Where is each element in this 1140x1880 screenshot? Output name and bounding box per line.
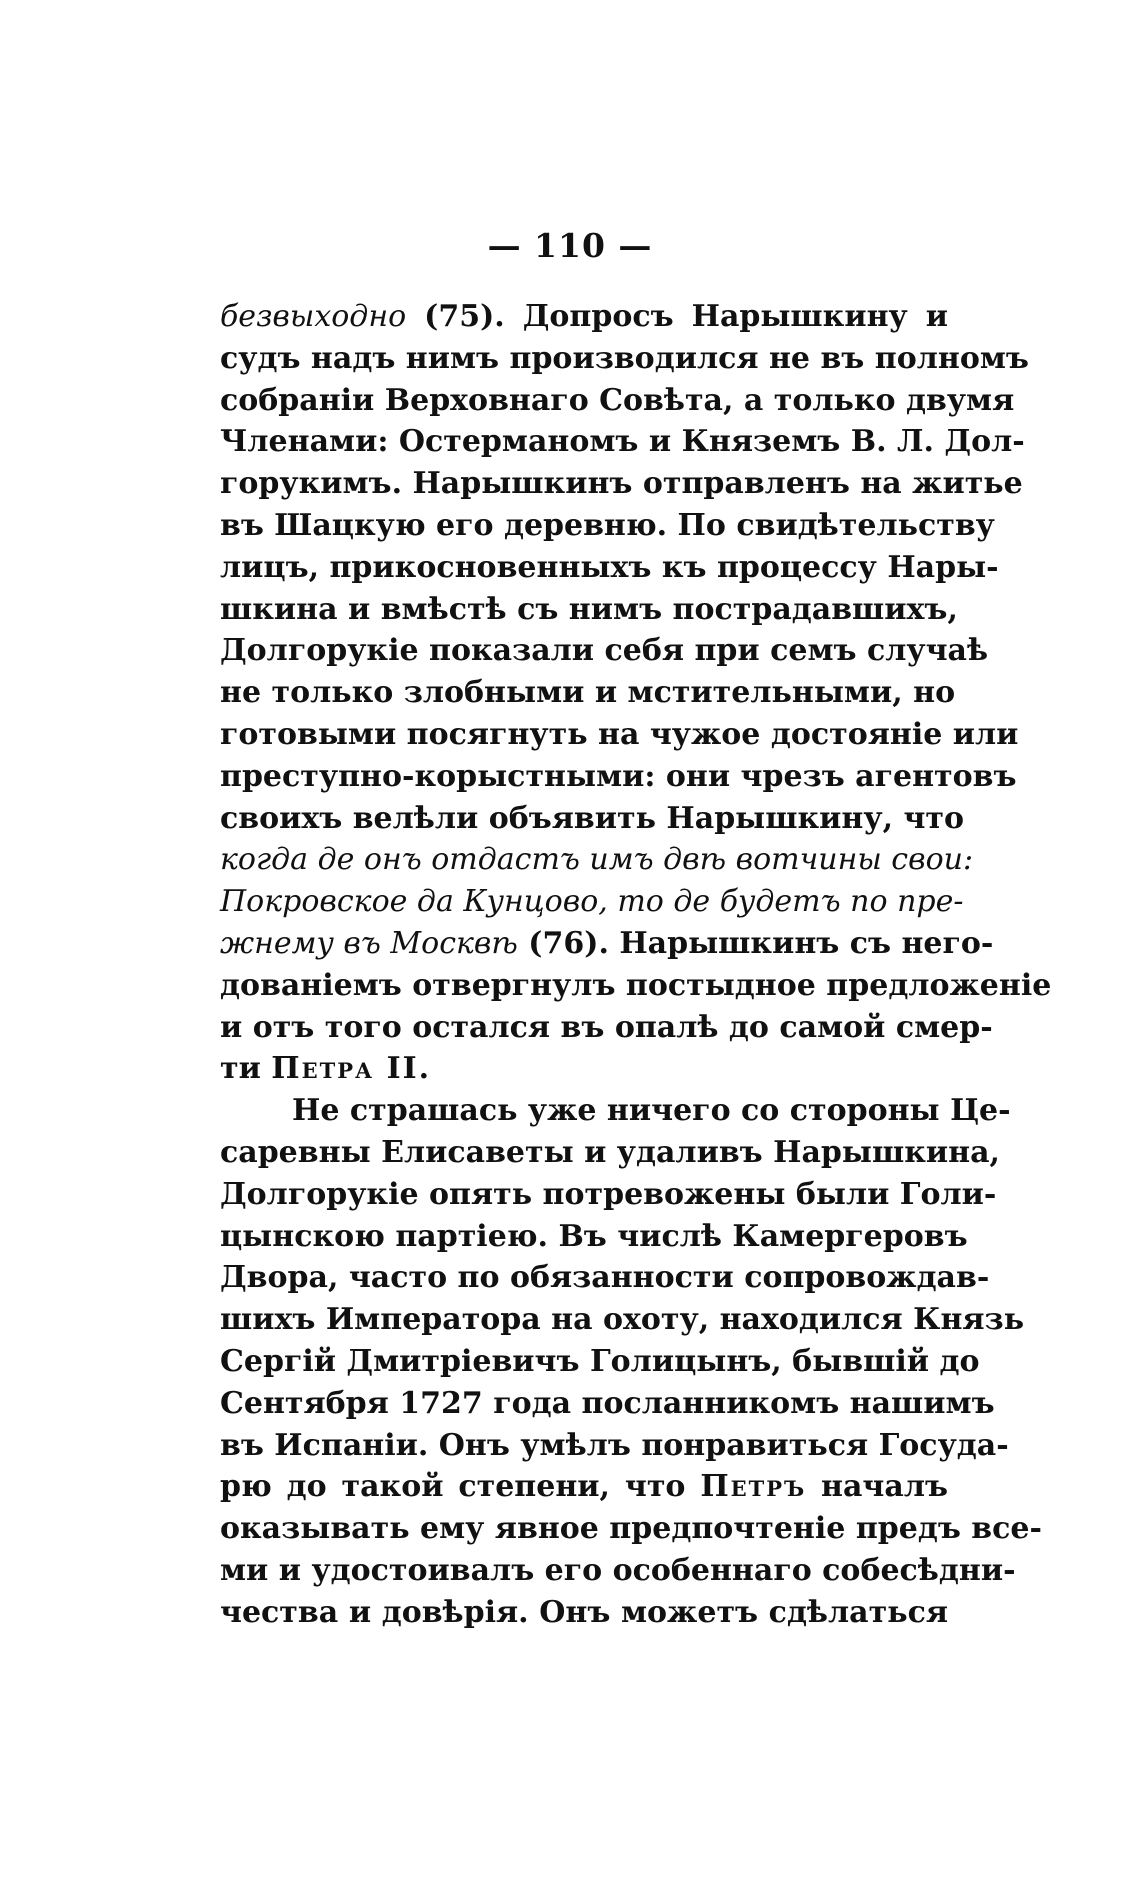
text-segment: судъ надъ нимъ производился не въ полномъ (220, 340, 1029, 376)
text-segment: горукимъ. Нарышкинъ отправленъ на житье (220, 466, 1023, 502)
text-line (220, 589, 958, 631)
text-segment: своихъ велѣли объявить Нарышкину, что (220, 800, 965, 836)
text-segment: въ Шацкую его деревню. По свидѣтельству (220, 507, 995, 543)
text-line (220, 839, 974, 881)
text-line (220, 1466, 948, 1508)
text-segment: Долгорукіе опять потревожены были Голи- (220, 1176, 997, 1212)
text-segment: дованіемъ отвергнулъ постыдное предложеніе (220, 967, 1052, 1003)
text-line (220, 338, 1029, 380)
text-segment: Членами: Остерманомъ и Княземъ В. Л. Дол- (220, 424, 1025, 460)
text-segment: въ Испаніи. Онъ умѣлъ понравиться Госуда- (220, 1427, 1009, 1463)
text-line (220, 1257, 990, 1299)
text-line (220, 1299, 1025, 1341)
text-line (220, 1048, 948, 1090)
text-line (220, 421, 1025, 463)
text-segment: готовыми посягнуть на чужое достояніе или (220, 716, 1019, 752)
text-segment: Не страшась уже ничего со стороны Це- (292, 1093, 1011, 1129)
text-segment: оказывать ему явное предпочтеніе предъ все- (220, 1511, 1042, 1547)
text-line (220, 881, 964, 923)
italic-text: безвыходно (220, 299, 407, 334)
text-segment: лицъ, прикосновенныхъ къ процессу Нары- (220, 549, 999, 585)
text-segment: шкина и вмѣстѣ съ нимъ пострадавшихъ, (220, 591, 958, 627)
italic-text: Покровское да Кунцово, то де будетъ по пре- (220, 884, 964, 920)
text-segment: саревны Елисаветы и удаливъ Нарышкина, (220, 1134, 1000, 1170)
small-caps-name: Петръ (700, 1469, 807, 1505)
text-segment: и отъ того остался въ опалѣ до самой смер- (220, 1009, 993, 1045)
text-line (220, 296, 948, 338)
text-line (220, 1174, 997, 1216)
text-line (220, 923, 994, 965)
text-line (220, 505, 995, 547)
text-segment: Двора, часто по обязанности сопровождав- (220, 1260, 990, 1296)
text-line (220, 1425, 1009, 1467)
text-line (220, 1132, 1000, 1174)
text-segment: началъ (806, 1469, 948, 1505)
text-segment: Сентября 1727 года посланникомъ нашимъ (220, 1385, 995, 1421)
text-segment: не только злобными и мстительными, но (220, 675, 956, 711)
text-segment: шихъ Императора на охоту, находился Князь (220, 1302, 1025, 1338)
text-line (220, 380, 1015, 422)
text-segment: (75). Допросъ Нарышкину и (406, 299, 948, 334)
text-segment: чества и довѣрія. Онъ можетъ сдѣлаться (220, 1594, 948, 1630)
text-segment: Сергій Дмитріевичъ Голицынъ, бывшій до (220, 1343, 980, 1379)
small-caps-name: Петра II. (271, 1051, 432, 1087)
text-line (220, 1592, 948, 1634)
text-line (220, 463, 1023, 505)
italic-text: жнему въ Москвѣ (220, 925, 518, 961)
italic-text: когда де онъ отдастъ имъ двѣ вотчины свои: (220, 842, 974, 878)
text-line (220, 1550, 1016, 1592)
text-line (220, 756, 1017, 798)
page-number: — 110 — (487, 226, 653, 265)
text-line (220, 1508, 1042, 1550)
text-line (220, 1383, 995, 1425)
text-segment: преступно-корыстными: они чрезъ агентовъ (220, 758, 1017, 794)
text-segment: рю до такой степени, что (220, 1469, 701, 1505)
text-segment: ти (220, 1051, 272, 1087)
text-line (220, 798, 965, 840)
body-text (220, 296, 1052, 1634)
text-line (220, 965, 1052, 1007)
text-line (220, 672, 956, 714)
text-line (220, 1216, 968, 1258)
text-segment: цынскою партіею. Въ числѣ Камергеровъ (220, 1218, 968, 1254)
paragraph-start-line (220, 1090, 1011, 1132)
text-line (220, 547, 999, 589)
text-segment: собраніи Верховнаго Совѣта, а только двумя (220, 382, 1015, 418)
text-line (220, 1007, 993, 1049)
text-segment: Долгорукіе показали себя при семъ случаѣ (220, 633, 989, 669)
text-line (220, 1341, 980, 1383)
text-segment: ми и удостоивалъ его особеннаго собесѣдни- (220, 1552, 1016, 1588)
text-line (220, 714, 1019, 756)
text-line (220, 630, 989, 672)
text-segment: (76). Нарышкинъ съ него- (517, 925, 994, 961)
